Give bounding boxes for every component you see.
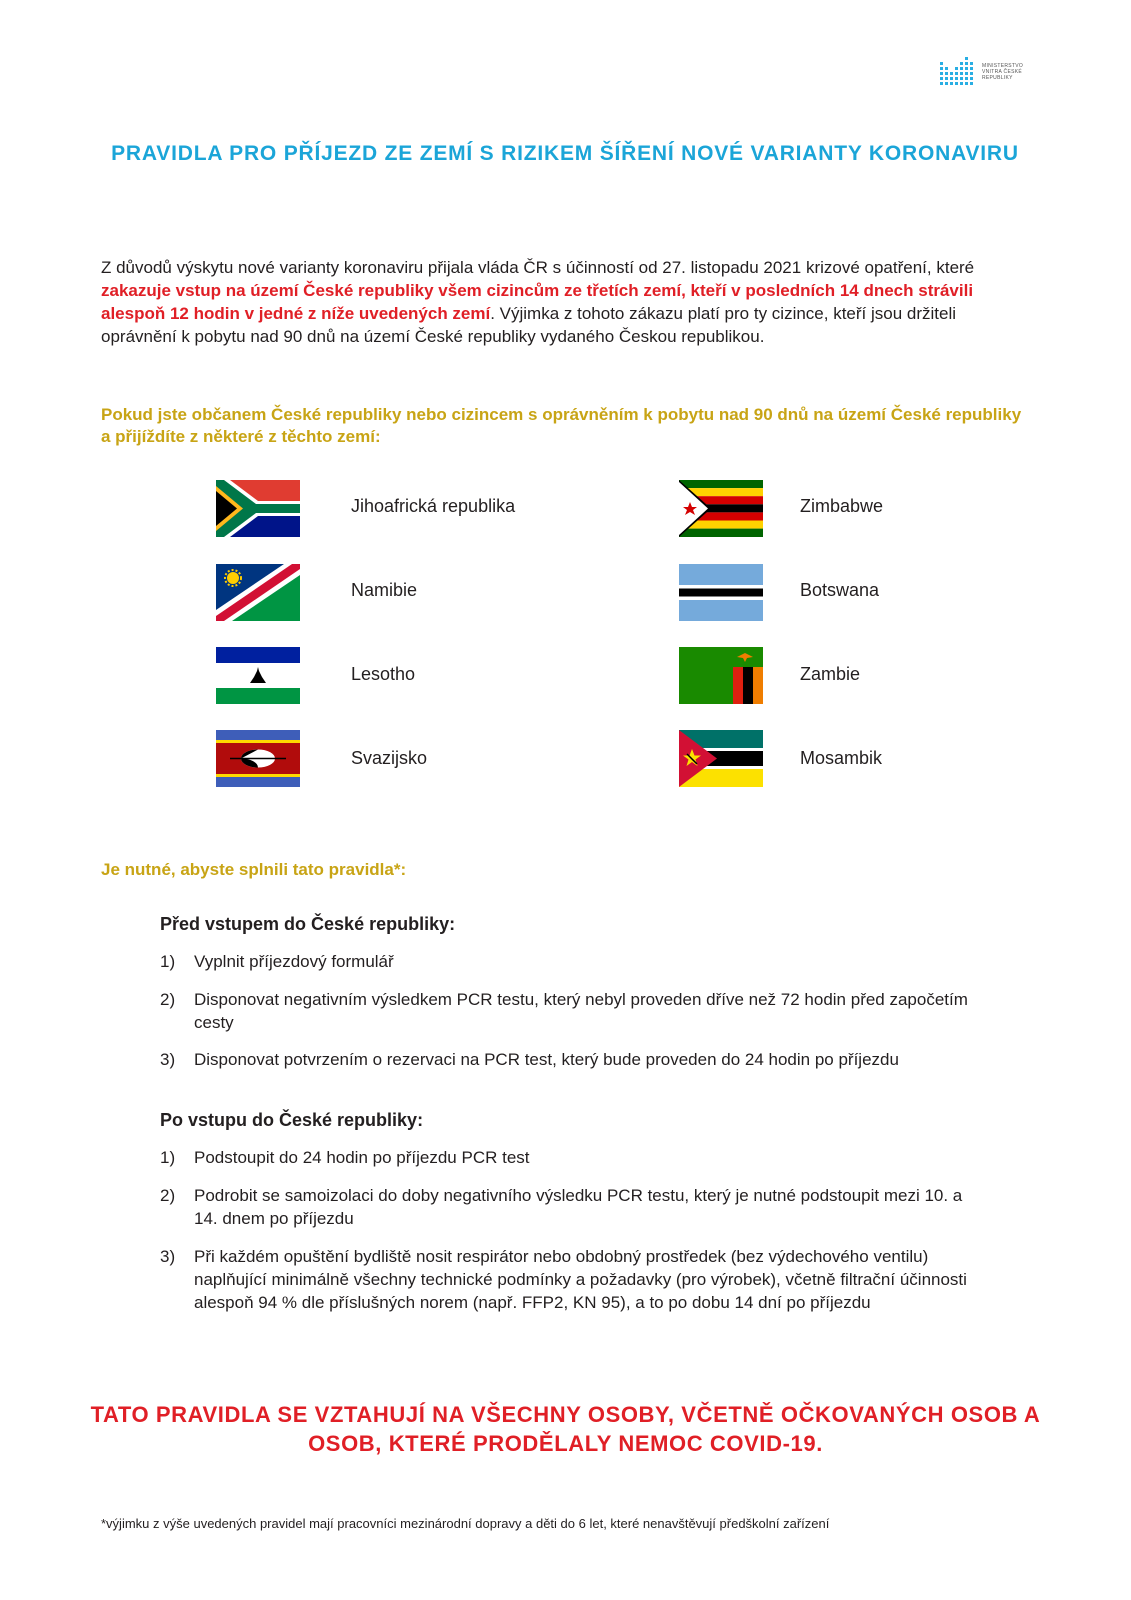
page-title: PRAVIDLA PRO PŘÍJEZD ZE ZEMÍ S RIZIKEM ŠÍŘENÍ NOVÉ VARIANTY KORONAVIRU xyxy=(111,142,1019,165)
after-item-3-number: 3) xyxy=(160,1247,176,1266)
after-item-2-number: 2) xyxy=(160,1186,176,1205)
intro-ban-highlight: zakazuje vstup na území České republiky všem cizincům ze třetích zemí, kteří v posledních 14 dnech strávili alespoň 12 hodin v jedné z níže uvedených zemí xyxy=(101,281,974,323)
after-item-3-text: Při každém opuštění bydliště nosit respirátor nebo obdobný prostředek (bez výdechového ventilu) naplňující minimálně všechny technické podmínky a požadavky (pro výrobek), včetně filtrační účinnosti alespoň 94 % dle příslušných norem (např. FFP2, KN 95), a to po dobu 14 dní po příjezdu xyxy=(194,1247,967,1312)
country-eswatini: Svazijsko xyxy=(351,748,428,768)
namibia-flag xyxy=(216,564,300,621)
country-mozambique: Mosambik xyxy=(800,748,883,768)
country-lesotho: Lesotho xyxy=(351,664,416,684)
zimbabwe-flag xyxy=(679,480,763,537)
before-entry-heading: Před vstupem do České republiky: xyxy=(160,914,456,934)
country-zambia: Zambie xyxy=(800,664,861,684)
mozambique-flag xyxy=(679,730,763,787)
south-africa-flag xyxy=(216,480,300,537)
after-item-2-text: Podrobit se samoizolaci do doby negativního výsledku PCR testu, který je nutné podstoupit mezi 10. a 14. dnem po příjezdu xyxy=(194,1186,963,1228)
ministry-logo-text: MINISTERSTVO VNITRA ČESKÉ REPUBLIKY xyxy=(982,63,1024,81)
before-item-1-text: Vyplnit příjezdový formulář xyxy=(194,952,394,971)
before-item-2-text: Disponovat negativním výsledkem PCR testu, který nebyl proveden dříve než 72 hodin před započetím cesty xyxy=(194,990,968,1032)
citizens-notice: Pokud jste občanem České republiky nebo cizincem s oprávněním k pobytu nad 90 dnů na území České republiky a přijíždíte z některé z těchto zemí: xyxy=(101,405,1022,446)
intro-text-2: . Výjimka z tohoto zákazu platí pro ty cizince, kteří jsou držiteli oprávnění k pobytu nad 90 dnů na území České republiky vydaného Českou republikou. xyxy=(101,304,957,346)
lesotho-flag xyxy=(216,647,300,704)
botswana-flag xyxy=(679,564,763,621)
ministry-logo xyxy=(940,56,1050,86)
rules-heading: Je nutné, abyste splnili tato pravidla*: xyxy=(101,860,407,879)
country-south-africa: Jihoafrická republika xyxy=(351,496,516,516)
ministry-logo-mark xyxy=(940,56,980,86)
after-item-1-text: Podstoupit do 24 hodin po příjezdu PCR test xyxy=(194,1148,530,1167)
after-entry-heading: Po vstupu do České republiky: xyxy=(160,1110,424,1130)
before-item-3-number: 3) xyxy=(160,1050,176,1069)
country-zimbabwe: Zimbabwe xyxy=(800,496,884,516)
country-namibia: Namibie xyxy=(351,580,418,600)
footnote: *výjimku z výše uvedených pravidel mají pracovníci mezinárodní dopravy a děti do 6 let, které nenavštěvují předškolní zařízení xyxy=(101,1516,830,1531)
after-item-1-number: 1) xyxy=(160,1148,176,1167)
applies-to-all-warning: TATO PRAVIDLA SE VZTAHUJÍ NA VŠECHNY OSOBY, VČETNĚ OČKOVANÝCH OSOB A OSOB, KTERÉ PRODĚLALY NEMOC COVID-19. xyxy=(90,1402,1041,1456)
intro-paragraph xyxy=(101,256,1031,348)
intro-text-1: Z důvodů výskytu nové varianty koronaviru přijala vláda ČR s účinností od 27. listopadu 2021 krizové opatření, které xyxy=(101,258,975,277)
before-item-3-text: Disponovat potvrzením o rezervaci na PCR test, který bude proveden do 24 hodin po příjezdu xyxy=(194,1050,899,1069)
eswatini-flag xyxy=(216,730,300,787)
country-botswana: Botswana xyxy=(800,580,880,600)
before-item-2-number: 2) xyxy=(160,990,176,1009)
before-item-1-number: 1) xyxy=(160,952,176,971)
zambia-flag xyxy=(679,647,763,704)
